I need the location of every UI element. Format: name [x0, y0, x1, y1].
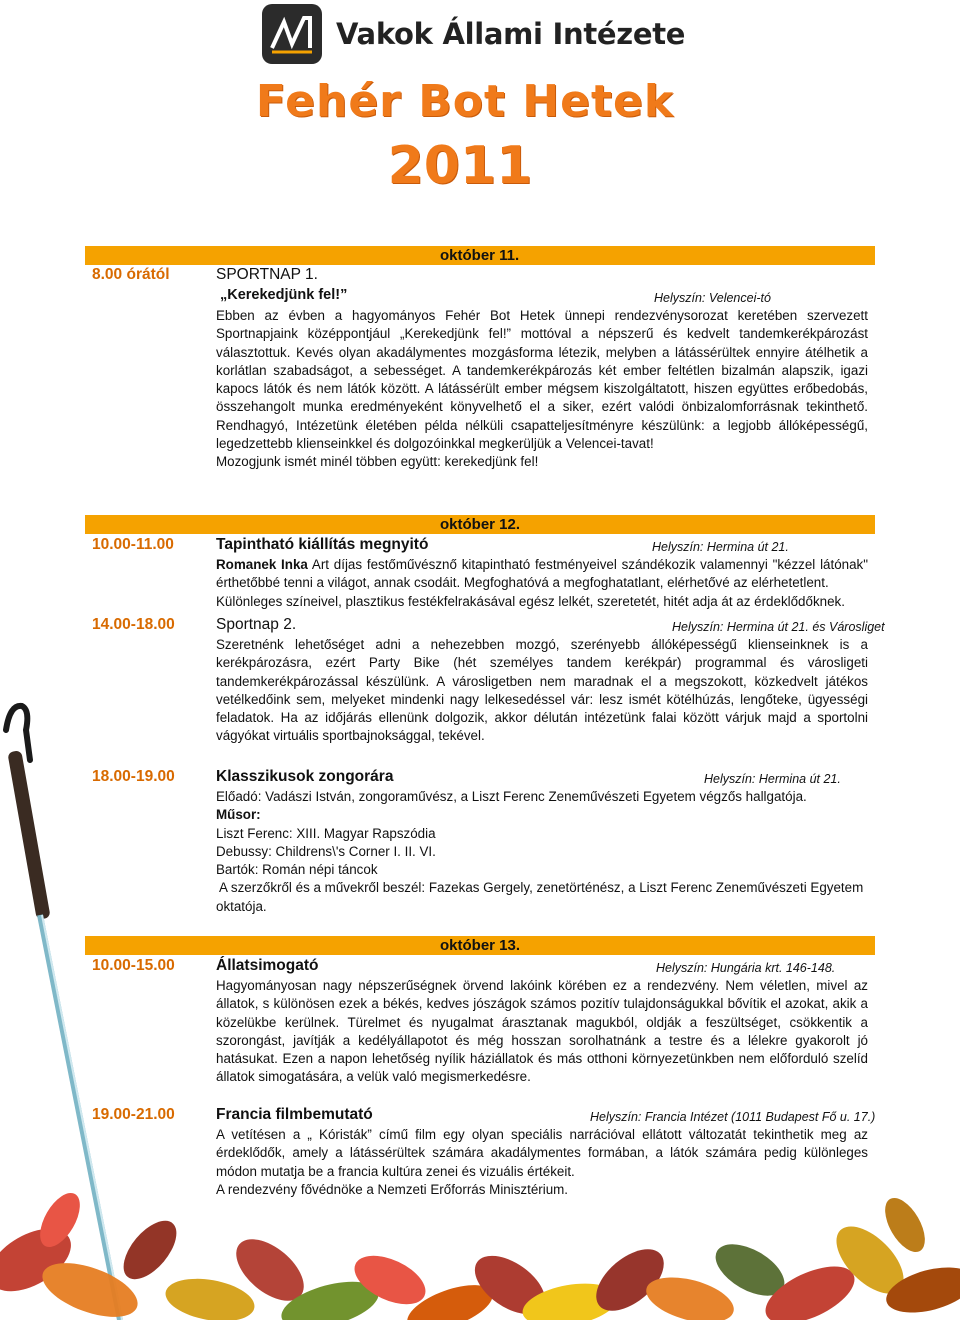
page-year: 2011 [387, 136, 533, 196]
event-description [216, 636, 868, 746]
event-text: A vetítésen a „ Kóristák” című film egy olyan speciális narrációval ellátott változatát tekinthetik meg az érdeklődők, amely a látássérültek számára akadálymentes formában, a látók számára pedig különleges módon mutatja be a francia kultúra zenei és vizuális értékeit. [216, 1127, 868, 1179]
day-label: október 11. [440, 247, 520, 264]
logo-mark-icon [262, 4, 322, 64]
event-closing: Mozogjunk ismét minél többen együtt: kerekedjünk fel! [216, 454, 539, 470]
event-time: 8.00 órától [92, 266, 170, 283]
event-location: Helyszín: Francia Intézet (1011 Budapest Fő u. 17.) [590, 1110, 876, 1124]
event-time: 10.00-15.00 [92, 957, 175, 974]
event-title: Tapintható kiállítás megnyitó [216, 536, 429, 553]
event-location: Helyszín: Hermina út 21. [652, 540, 789, 554]
event-location: Helyszín: Velencei-tó [654, 291, 771, 305]
org-name: Vakok Állami Intézete [336, 17, 686, 51]
event-description [216, 307, 868, 472]
event-title: Sportnap 2. [216, 616, 297, 633]
event-time: 10.00-11.00 [92, 536, 174, 553]
event-location: Helyszín: Hungária krt. 146-148. [656, 961, 836, 975]
program-lines [216, 788, 876, 916]
event-closing: A rendezvény fővédnöke a Nemzeti Erőforrás Minisztérium. [216, 1181, 569, 1197]
program-line: A szerzőkről és a művekről beszél: Fazekas Gergely, zenetörténész, a Liszt Ferenc Zeneművészeti Egyetem [216, 880, 864, 896]
event-description [216, 556, 868, 611]
event-location: Helyszín: Hermina út 21. [704, 772, 841, 786]
event-title: SPORTNAP 1. [216, 266, 318, 283]
event-text: Szeretnénk lehetőséget adni a nehezebben mozgó, szerényebb állóképességű klienseinknek is a kerékpározásra, ezért Party Bike (hét személyes tandem kerékpár) programmal és városligeti tandemkerékpározással készülünk. A városligetben nem maradnak el a megszokott, közkedvelt játékos vetélkedőink sem, melyeket mindenki nagy lelkesedéssel vár: lesz ismét kötélhúzás, lengőteke, ügyességi feladatok. Ha az időjárás ellenünk dolgozik, akkor délután intézetünk falai között várjuk majd a sportolni vágyókat virtuális sportbajnoksággal, tekével. [216, 637, 868, 744]
page-title: Fehér Bot Hetek [255, 76, 675, 127]
event-title: Klasszikusok zongorára [216, 768, 394, 785]
event-time: 19.00-21.00 [92, 1106, 175, 1123]
event-title: Állatsimogató [216, 957, 319, 974]
event-time: 18.00-19.00 [92, 768, 175, 785]
event-description [216, 977, 868, 1087]
event-location: Helyszín: Hermina út 21. és Városliget [672, 620, 885, 634]
event-description [216, 1126, 868, 1199]
artist-name: Romanek Inka [216, 557, 308, 572]
program-line: Debussy: Childrens\'s Corner I. II. VI. [216, 843, 436, 859]
event-title: Francia filmbemutató [216, 1106, 373, 1123]
program-line: Liszt Ferenc: XIII. Magyar Rapszódia [216, 825, 436, 841]
program-line: Műsor: [216, 807, 261, 823]
day-label: október 12. [440, 516, 521, 533]
event-text: Ebben az évben a hagyományos Fehér Bot Hetek ünnepi rendezvénysorozat keretében szervezett Sportnapjaink középpontjául „Kerekedjünk fel!” mottóval a népszerű és kedvelt tandemkerékpározást választottuk. Kevés olyan akadálymentes mozgásforma létezik, melyben a látássérültek ennyire átélhetik a korlátlan szabadságot, a sebességet. A tandemkerékpározás két ember feltétlen bizalmán alapszik, igazi kapocs látók és nem látók között. A látássérült ember mégsem kiszolgáltatott, hiszen együttes erőbedobás, összehangolt munka eredményeként könyvelhető el a siker, ezért valódi önbizalomforrásnak tekinthető. Rendhagyó, Intézetünk életében példa nélküli csapatteljesítményre készülünk: a legjobb állóképességű, legedzettebb klienseinkkel és dolgozóinkkal megkerüljük a Velencei-tavat! [216, 308, 868, 452]
org-logo [262, 4, 685, 64]
program-line: Bartók: Román népi táncok [216, 862, 378, 878]
event-text: Hagyományosan nagy népszerűségnek örvend lakóink körében ez a rendezvény. Nem véletlen, mivel az állatok, s különösen ezek a békés, kedves jószágok számos pozitív tulajdonságukkal bővítik el azokat, akik a közelükbe kerülnek. Türelmet és nyugalmat árasztanak magukból, oldják a feszültséget, csökkentik a szorongást, javítják a kedélyállapotot és még hosszan sorolhatnánk a testre és a lélekre gyakorolt jó hatásukat. Ezen a napon lehetőség nyílik háziállatok és más otthoni környezetünkben nem előforduló szelíd állatok simogatására, a velük való megismerkedésre. [216, 978, 868, 1085]
program-line: oktatója. [216, 898, 267, 914]
day-label: október 13. [440, 937, 521, 954]
event-text: Art díjas festőművésznő kitapintható festményeivel szándékozik valamennyi "kézzel látónak" érthetőbbé tenni a világot, annak csodáit. Megfoghatóvá a megfoghatatlant, elérhetővé az elérhetetlent. [216, 557, 868, 591]
event-subtitle: „Kerekedjünk fel!” [220, 287, 348, 303]
event-closing: Különleges színeivel, plasztikus festékfelrakásával egész lelkét, szeretetét, hitét adja át az érdeklődőknek. [216, 593, 845, 609]
program-line: Előadó: Vadászi István, zongoraművész, a Liszt Ferenc Zeneművészeti Egyetem végzős hallgatója. [216, 789, 807, 804]
event-time: 14.00-18.00 [92, 616, 175, 633]
